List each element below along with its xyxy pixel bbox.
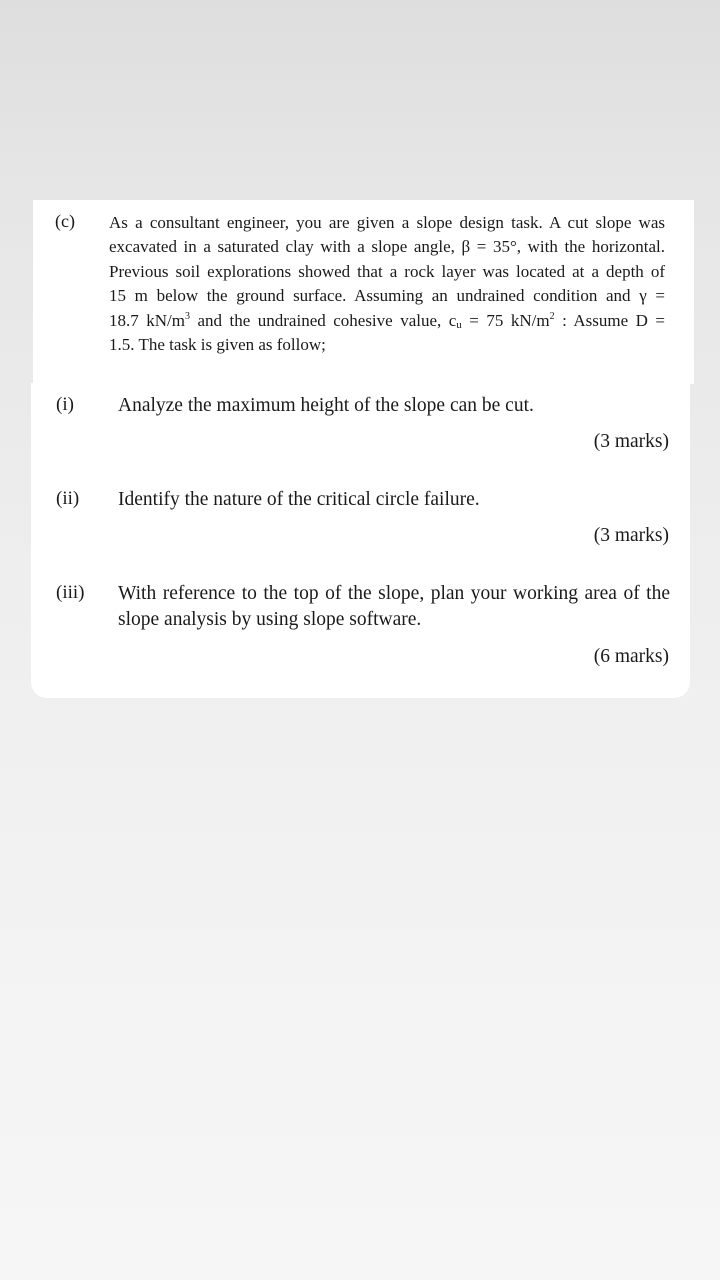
question-ii-label: (ii)	[56, 488, 80, 509]
cohesion-text: and the undrained cohesive value, c	[189, 310, 457, 330]
question-i-marks: (3 marks)	[593, 431, 669, 452]
question-iii-label: (iii)	[56, 582, 85, 603]
question-iii-line-2: slope analysis by using slope software.	[118, 609, 422, 630]
paragraph-line-2: excavated in a saturated clay with a slope angle, β = 35°, with the horizontal.	[109, 237, 665, 257]
question-iii-text	[118, 581, 670, 633]
superscript-2: 2	[549, 310, 555, 322]
question-i-label: (i)	[56, 394, 74, 415]
question-iii-marks: (6 marks)	[593, 646, 669, 667]
question-ii-marks: (3 marks)	[593, 525, 669, 546]
superscript-3: 3	[184, 310, 190, 322]
paragraph-line-1: As a consultant engineer, you are given a slope design task. A cut slope was	[109, 213, 665, 232]
paragraph-line-6: 1.5. The task is given as follow;	[109, 335, 326, 355]
assume-d-text: : Assume D =	[554, 310, 665, 330]
paragraph-line-5	[109, 309, 665, 333]
unit-weight-value: 18.7 kN/m	[109, 310, 185, 330]
part-c-paragraph	[109, 211, 665, 357]
question-i-text: Analyze the maximum height of the slope can be cut.	[118, 395, 534, 416]
part-c-label: (c)	[55, 211, 75, 231]
paragraph-line-3: Previous soil explorations showed that a rock layer was located at a depth of	[109, 261, 665, 281]
paragraph-line-4: 15 m below the ground surface. Assuming an undrained condition and γ =	[109, 286, 665, 306]
subscript-u: u	[456, 318, 462, 331]
question-ii-text: Identify the nature of the critical circle failure.	[118, 489, 480, 510]
sub-questions-card	[31, 383, 690, 698]
question-iii-line-1: With reference to the top of the slope, plan your working area of the	[118, 583, 670, 604]
cohesion-value: = 75 kN/m	[461, 310, 550, 330]
